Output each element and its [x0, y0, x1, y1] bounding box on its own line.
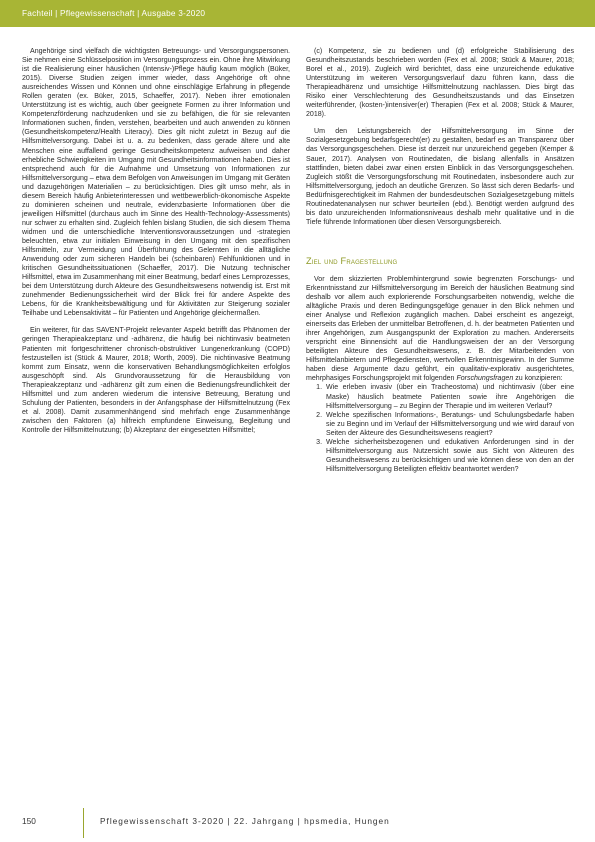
- list-item: 3. Welche sicherheitsbezogenen und edukativen Anforderungen sind in der Hilfsmittelversorgung aus Nutzersicht sowie aus Sicht von Akteuren des Gesundheitswesens zu berücksichtigen und wie können diese von den an der Hilfsmittelversorgung Beteiligten effektiv beantwortet werden?: [324, 438, 574, 474]
- text-column-left: [22, 47, 290, 435]
- body-paragraph: Um den Leistungsbereich der Hilfsmittelversorgung im Sinne der Sozialgesetzgebung bedarfsgerecht(er) zu gestalten, bedarf es an Transparenz über das Versorgungsgeschehen. Diese ist derzeit nur unzureichend gegeben (Kemper & Sauer, 2017). Analysen von Routinedaten, die bislang allenfalls in Ansätzen stattfinden, bieten dabei zwar einen ersten Einblick in das Versorgungsgeschehen. Zugleich stößt die Versorgungsforschung mit Routinedaten, insbesondere auch zur Hilfsmittelversorgung, jedoch an deutliche Grenzen. So lässt sich deren Bedarfs- und Bedürfnisgerechtigkeit im Rahmen der bundesdeutschen Sozialgesetzgebung mittels Routinedatenanalysen nur schwer beurteilen (ebd.). Benötigt werden aufgrund des bis dato unzureichenden Informationsniveaus deshalb mehr qualitative und in die Tiefe führende Informationen über diesen Versorgungsbereich.: [306, 128, 574, 226]
- footer-divider: [83, 808, 84, 838]
- body-paragraph: Ein weiterer, für das SAVENT-Projekt relevanter Aspekt betrifft das Phänomen der geringen Therapieakzeptanz und -adhärenz, die häufig bei nichtinvasiv beatmeten Patienten mit fortgeschrittener chronisch-obstruktiver Lungenerkrankung (COPD) festzustellen ist (Stück & Maurer, 2018; Worth, 2009). Die nichtinvasive Beatmung kommt zum Einsatz, wenn die konservativen Behandlungsmöglichkeiten erfolglos ausgeschöpft sind. Als Grundvoraussetzung für die Herausbildung von Therapieakzeptanz und -adhärenz gilt zum einen die Bedienungsfreundlichkeit der Hilfsmittel und zum anderen wiederum die intensive Betreuung, Beratung und Schulung der Patienten, besonders in der Anfangsphase der Hilfsmittelnutzung (Fex et al. 2008). Damit zusammenhängend sind mehrfach enge Zusammenhänge zwischen den Faktoren (a) hilfreich empfundene Einweisung, Begleitung und Kontrolle der Hilfsmittelnutzung; (b) Akzeptanz der eingesetzten Hilfsmittel;: [22, 327, 290, 434]
- body-paragraph: (c) Kompetenz, sie zu bedienen und (d) erfolgreiche Stabilisierung des Gesundheitszustands beschrieben worden (Fex et al. 2008; Stück & Maurer, 2018; Borel et al., 2019). Zugleich wird berichtet, dass eine unzureichende edukative Unterstützung im weiteren Versorgungsverlauf dazu führen kann, dass die Therapieadhärenz und umsichtige Hilfsmittelnutzung nachlassen. Dies birgt das Risiko einer Verschlechterung des Gesundheitszustands und das Einsetzen weiterführender, (kosten-)intensiver(er) Therapien (Fex et al. 2008; Stück & Maurer, 2018).: [306, 48, 574, 119]
- section-heading: Ziel und Fragestellung: [306, 255, 398, 266]
- running-header-bar: [0, 0, 595, 27]
- running-head: Fachteil | Pflegewissenschaft | Ausgabe 3-2020: [22, 8, 206, 18]
- paragraph-text-end: zu konzipieren:: [513, 375, 563, 383]
- list-item: 1. Wie erleben invasiv (über ein Tracheostoma) und nichtinvasiv (über eine Maske) häuslich beatmete Patienten sowie ihre Angehörigen die Hilfsmittelversorgung – zu Beginn der Therapie und im weiteren Verlauf?: [324, 383, 574, 410]
- body-paragraph: Angehörige sind vielfach die wichtigsten Betreuungs- und Versorgungspersonen. Sie nehmen eine Schlüsselposition im Versorgungsprozess ein. Ohne ihre Mitwirkung ist die Realisierung einer häuslichen (Intensiv-)Pflege häufig kaum möglich (Büker, 2015). Diverse Studien zeigen immer wieder, dass Angehörige oft ohne ausreichendes Wissen und Können und ohne einschlägige Erfahrung in pflegende Rollen geraten (ex. Büker, 2015, Schaeffer, 2017). Neben ihrer emotionalen Unterstützung ist es wichtig, auch über geeignete Formen zu ihrer Information und Kompetenzförderung nachzudenken und sie zu befähigen, die für sie relevanten Informationen suchen, finden, verstehen, bearbeiten und auch anwenden zu können (Gesundheitskompetenz/Health Literacy). Dies gilt nicht zuletzt in Bezug auf die Hilfsmittelversorgung. Dabei ist u. a. zu bedenken, dass gerade ältere und alte Menschen eine auffallend geringe Gesundheitskompetenz aufweisen und daher erhebliche Schwierigkeiten im Umgang mit Gesundheitsinformationen haben. Dies ist entsprechend auch für die Aufnahme und Umsetzung von Informationen zur Hilfsmittelversorgung – etwa dem Befolgen von Anweisungen im Umgang mit Geräten und dazugehörigen Materialien – zu berücksichtigen. Dies gilt umso mehr, als in diesem Bereich häufig Anbieterinteressen und wettbewerblich-ökonomische Aspekte zu dominieren scheinen und neutrale, evidenzbasierte Informationen über die jeweiligen Hilfsmittel (durchaus auch im Sinne des Health-Technology-Assessments) nur schwer zu erhalten sind. Zugleich fehlen bislang Studien, die sich diesem Thema widmen und die unterschiedliche Interventionsvoraussetzungen und -strategien beleuchten, etwa zur initialen Einweisung in den Umgang mit den spezifischen Hilfsmitteln, zur Vermeidung und Überführung des Gelernten in die alltägliche Anwendung oder zum sicheren Handeln bei (scheinbaren) Fehlfunktionen und in kritischen Gesundheitssituationen (Schaeffer, 2017). Die Nutzung technischer Hilfsmittel, etwa im Zusammenhang mit einer Beatmung, bedarf eines Lernprozesses, bei dem Unterstützung durch Akteure des Gesundheitswesens notwendig ist. Erst mit zunehmender Bedienungssicherheit wird der Blick frei für andere Aspekte des Lebens, für die Krankheitsbewältigung und für Aktivitäten zur Steigerung sozialer Teilhabe und Lebensaktivität – für Patienten und Angehörige gleichermaßen.: [22, 48, 290, 318]
- paragraph-text: Vor dem skizzierten Problemhintergrund sowie begrenzten Forschungs- und Erkenntnisstand zur Hilfsmittelversorgung im Bereich der häuslichen Beatmung sind deshalb vor allem auch explorierende Forschungsarbeiten notwendig, welche die alltägliche Praxis und deren Bedingungsgefüge genauer in den Blick nehmen und einer Analyse und Reflexion zugänglich machen. Dabei erscheint es angezeigt, einerseits das Erleben der unmittelbar Betroffenen, d. h. der beatmeten Patienten und ihrer Angehörigen, zum Ausgangspunkt der Exploration zu machen. Andererseits verspricht eine Binnensicht auf die Handlungsweisen der an der Versorgung beteiligten Akteure des Gesundheitswesens, z. B. der Mitarbeitenden von Hilfsmittelanbietern und Pflegediensten, wertvollen Erkenntnisgewinn. In der Summe haben diese Argumente dazu geführt, ein qualitativ-explorativ ausgerichtetes, mehrphasiges Forschungsprojekt mit folgenden: [306, 275, 574, 383]
- list-item: 2. Welche spezifischen Informations-, Beratungs- und Schulungsbedarfe haben sie zu Beginn und im Verlauf der Hilfsmittelversorgung und wie wird darauf von Seiten der Akteure des Gesundheitswesens reagiert?: [324, 411, 574, 438]
- text-column-right: [306, 47, 574, 474]
- journal-footer: Pflegewissenschaft 3-2020 | 22. Jahrgang | hpsmedia, Hungen: [100, 816, 390, 826]
- research-questions-list: [306, 383, 574, 473]
- emphasized-term: Forschungsfragen: [456, 375, 514, 383]
- body-paragraph: [306, 275, 574, 384]
- page-number: 150: [22, 816, 36, 826]
